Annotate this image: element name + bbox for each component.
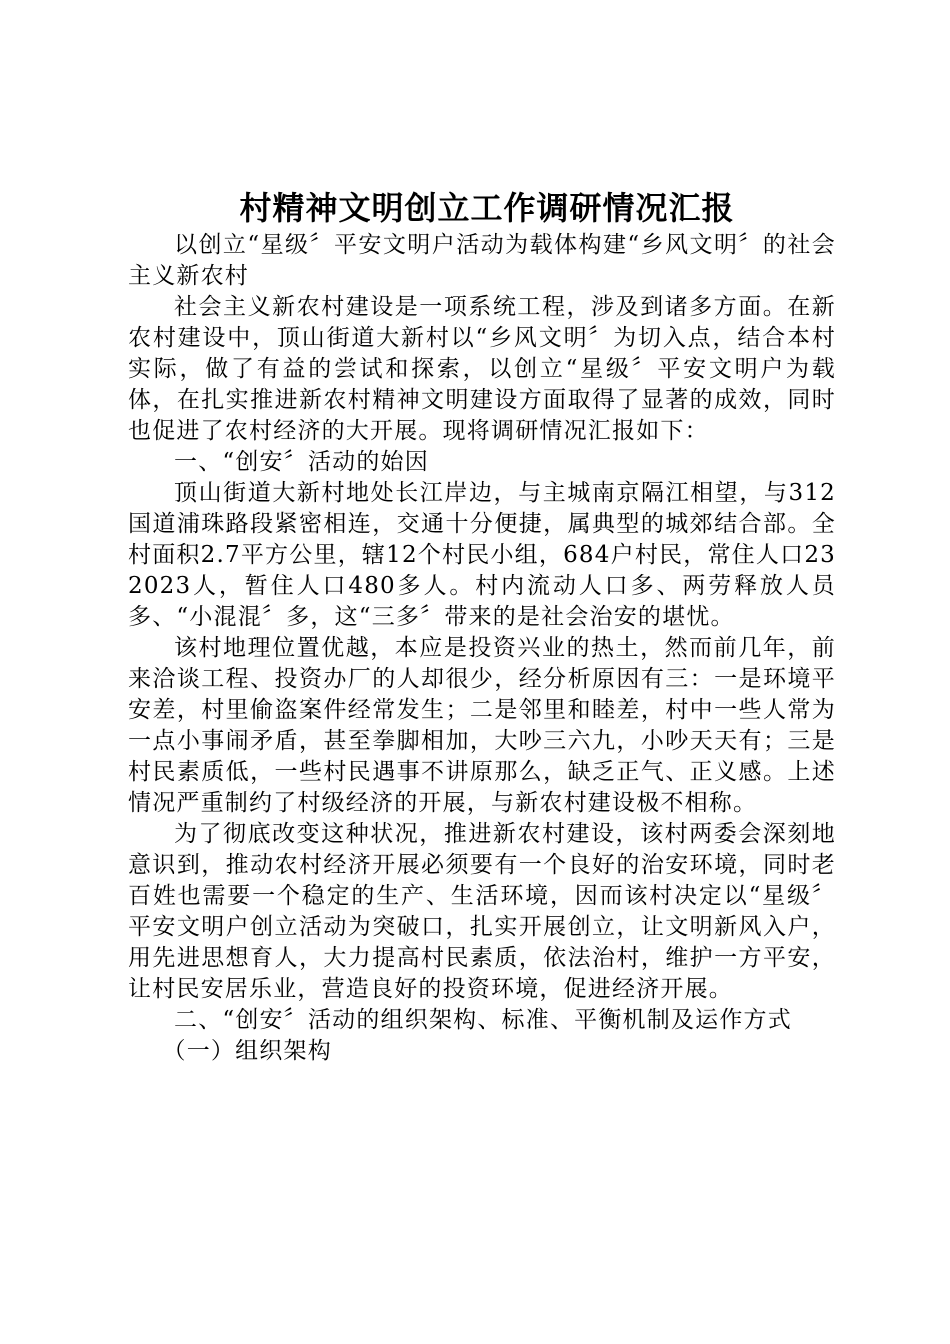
section-1-paragraph-3: 为了彻底改变这种状况，推进新农村建设，该村两委会深刻地意识到，推动农村经济开展必须要有一个良好的治安环境，同时老百姓也需要一个稳定的生产、生活环境，因而该村决定以“星级〞平安文明户创立活动为突破口，扎实开展创立，让文明新风入户，用先进思想育人，大力提高村民素质，依法治村，维护一方平安，让村民安居乐业，营造良好的投资环境，促进经济开展。 — [128, 821, 836, 1002]
section-1-paragraph-1: 顶山街道大新村地处长江岸边，与主城南京隔江相望，与312国道浦珠路段紧密相连，交通十分便捷，属典型的城郊结合部。全村面积2.7平方公里，辖12个村民小组，684户村民，常住人口232023人，暂住人口480多人。村内流动人口多、两劳释放人员多、“小混混〞多，这“三多〞带来的是社会治安的堪忧。 — [128, 480, 836, 630]
intro-paragraph: 社会主义新农村建设是一项系统工程，涉及到诸多方面。在新农村建设中，顶山街道大新村以“乡风文明〞为切入点，结合本村实际，做了有益的尝试和探索，以创立“星级〞平安文明户为载体，在扎实推进新农村精神文明建设方面取得了显著的成效，同时也促进了农村经济的大开展。现将调研情况汇报如下： — [128, 294, 836, 444]
section-1-paragraph-2: 该村地理位置优越，本应是投资兴业的热土，然而前几年，前来洽谈工程、投资办厂的人却很少，经分析原因有三：一是环境平安差，村里偷盗案件经常发生；二是邻里和睦差，村中一些人常为一点小事闹矛盾，甚至拳脚相加，大吵三六九，小吵天天有；三是村民素质低，一些村民遇事不讲原那么，缺乏正气、正义感。上述情况严重制约了村级经济的开展，与新农村建设极不相称。 — [128, 635, 836, 816]
document-page — [128, 186, 836, 1067]
section-2-subheading-1: （一）组织架构 — [162, 1038, 332, 1064]
document-title: 村精神文明创立工作调研情况汇报 — [239, 189, 735, 227]
section-2-heading: 二、“创安〞活动的组织架构、标准、平衡机制及运作方式 — [174, 1007, 792, 1033]
section-1-heading: 一、“创安〞活动的始因 — [174, 449, 429, 475]
document-subtitle: 以创立“星级〞平安文明户活动为载体构建“乡风文明〞的社会主义新农村 — [128, 232, 836, 289]
